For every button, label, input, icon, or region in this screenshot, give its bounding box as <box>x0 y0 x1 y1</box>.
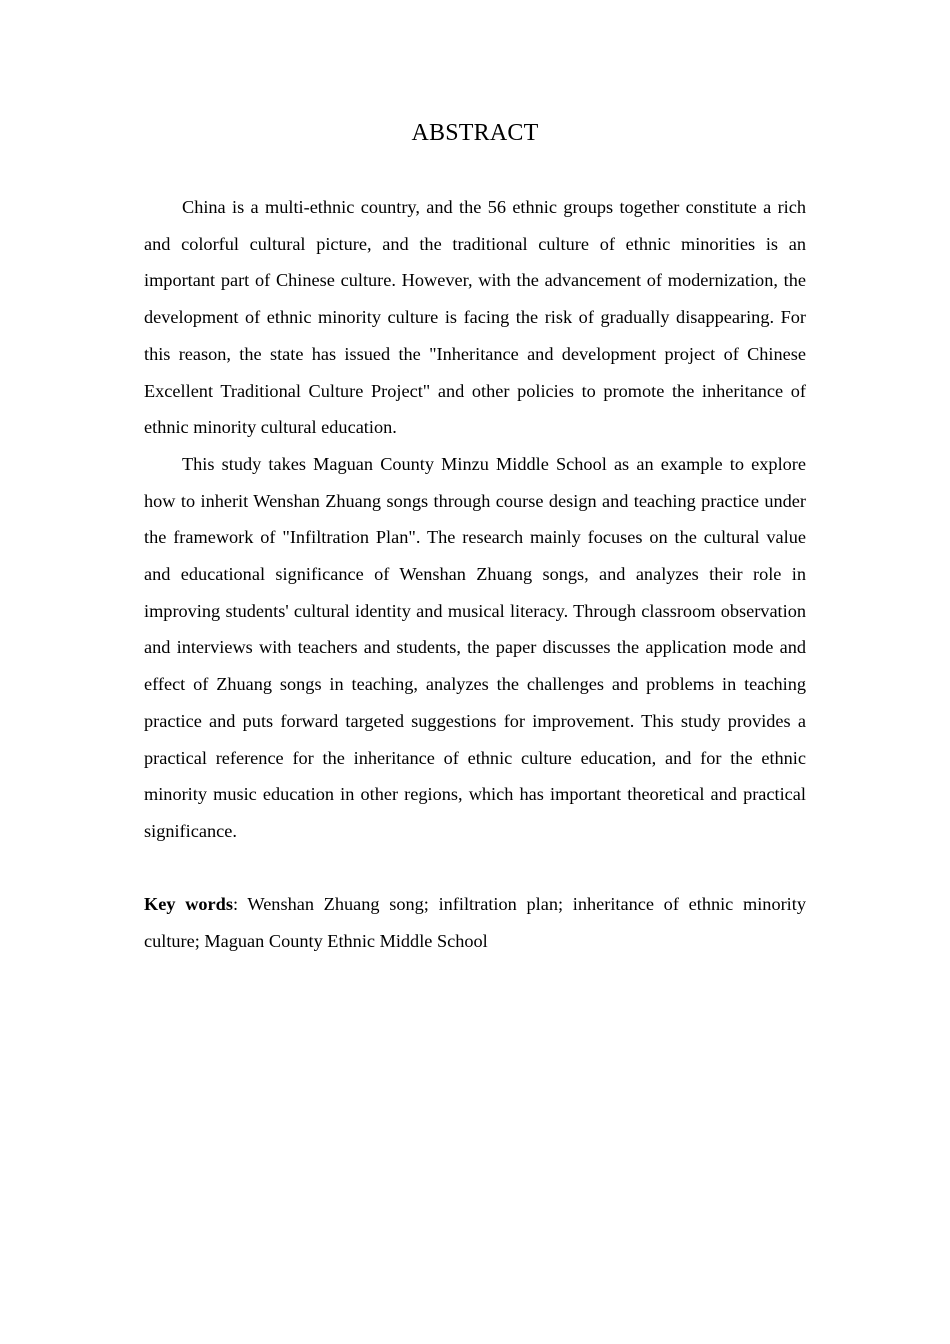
keywords-separator: : <box>232 894 248 914</box>
keywords-label: Key words <box>144 894 233 914</box>
abstract-paragraph-2: This study takes Maguan County Minzu Middle School as an example to explore how to inherit Wenshan Zhuang songs through course design and teaching practice under the framework of "Infiltration Plan". The research mainly focuses on the cultural value and educational significance of Wenshan Zhuang songs, and analyzes their role in improving students' cultural identity and musical literacy. Through classroom observation and interviews with teachers and students, the paper discusses the application mode and effect of Zhuang songs in teaching, analyzes the challenges and problems in teaching practice and puts forward targeted suggestions for improvement. This study provides a practical reference for the inheritance of ethnic culture education, and for the ethnic minority music education in other regions, which has important theoretical and practical significance. <box>144 453 806 841</box>
abstract-body <box>144 189 806 850</box>
abstract-title: ABSTRACT <box>411 120 539 146</box>
keywords-line <box>144 886 806 959</box>
keywords-text: Wenshan Zhuang song; infiltration plan; inheritance of ethnic minority culture; Maguan County Ethnic Middle School <box>144 894 806 951</box>
abstract-paragraph-1: China is a multi-ethnic country, and the 56 ethnic groups together constitute a rich and colorful cultural picture, and the traditional culture of ethnic minorities is an important part of Chinese culture. However, with the advancement of modernization, the development of ethnic minority culture is facing the risk of gradually disappearing. For this reason, the state has issued the "Inheritance and development project of Chinese Excellent Traditional Culture Project" and other policies to promote the inheritance of ethnic minority cultural education. <box>144 197 806 438</box>
